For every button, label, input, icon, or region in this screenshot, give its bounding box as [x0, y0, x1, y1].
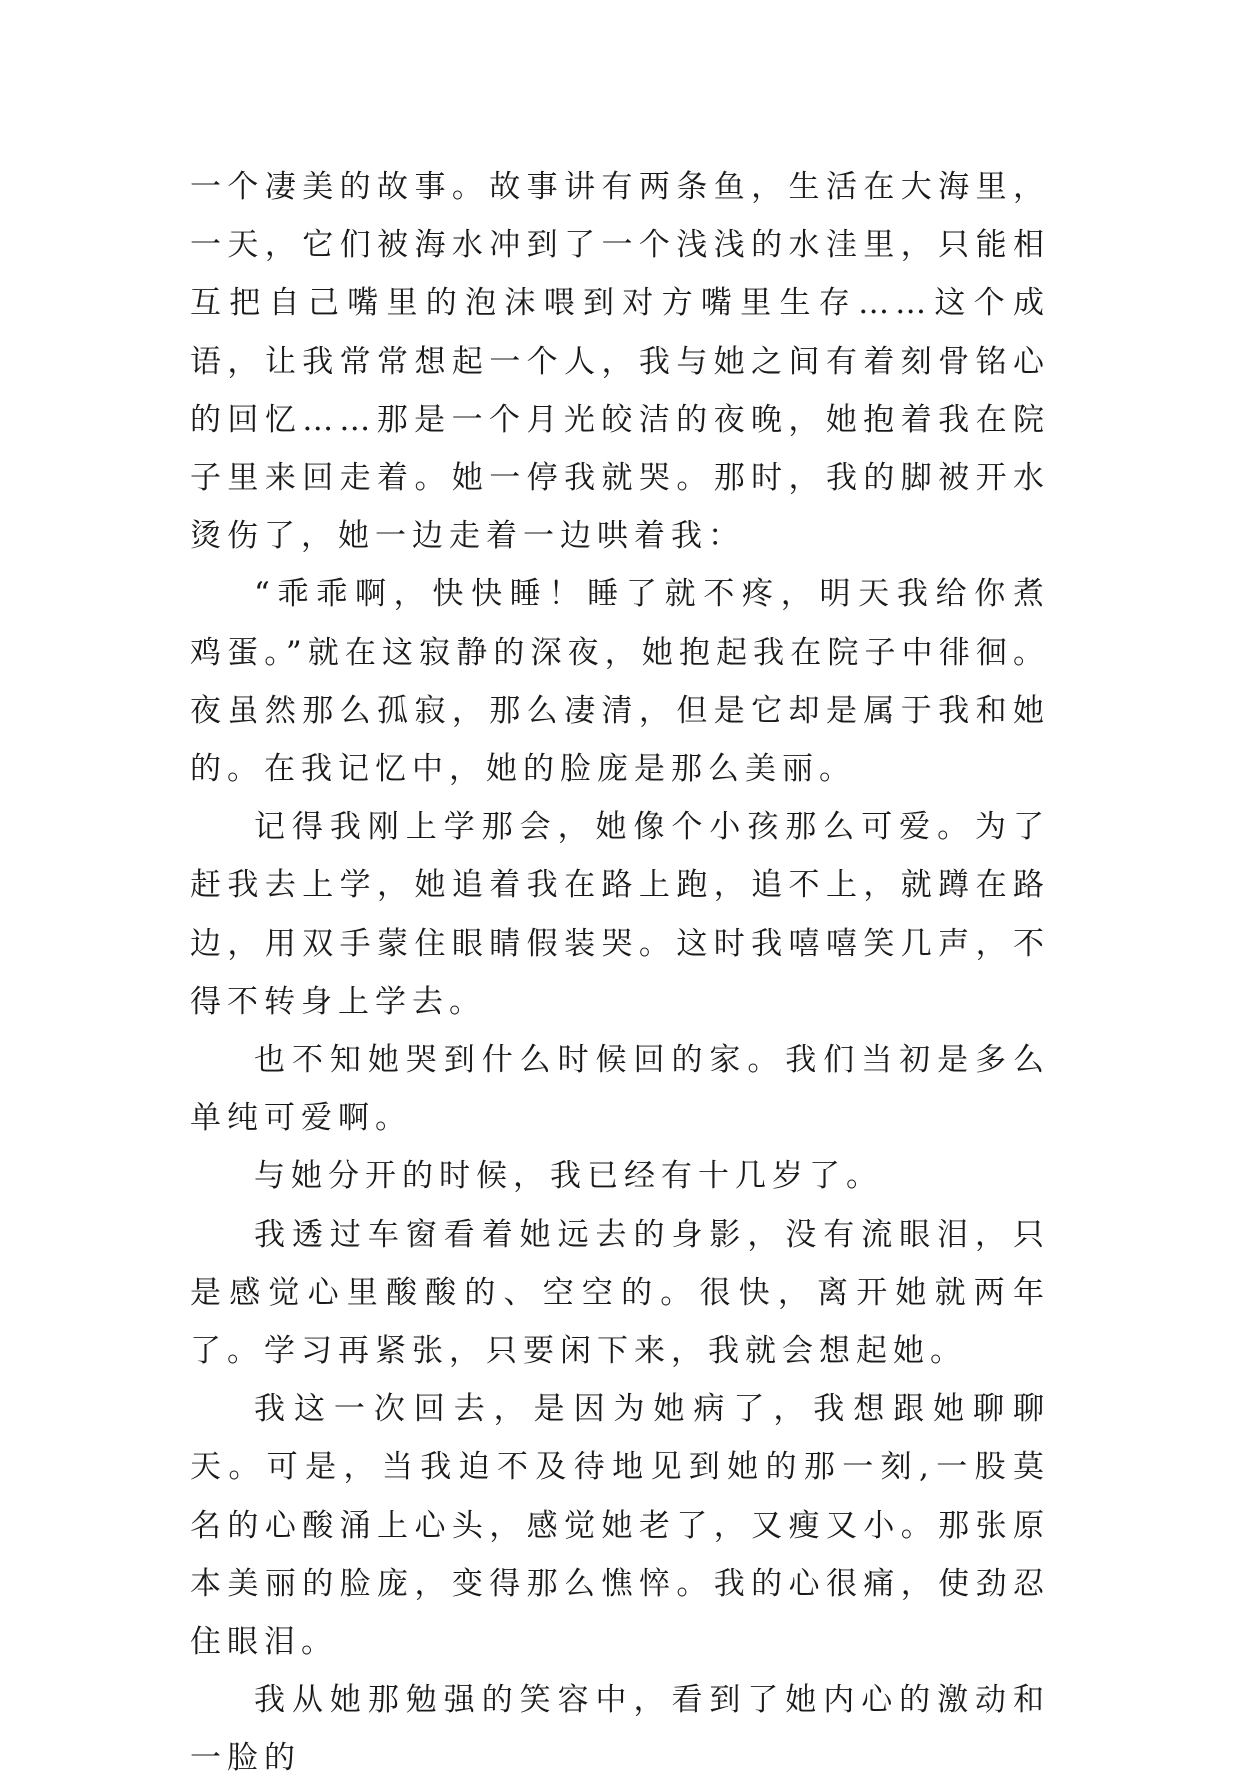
paragraph-4: 也不知她哭到什么时候回的家。我们当初是多么单纯可爱啊。 [190, 1042, 1050, 1137]
paragraph-6: 我透过车窗看着她远去的身影，没有流眼泪，只是感觉心里酸酸的、空空的。很快，离开她就两年了。学习再紧张，只要闲下来，我就会想起她。 [190, 1216, 1050, 1370]
document-body [190, 158, 1050, 1788]
paragraph-5: 与她分开的时候，我已经有十几岁了。 [254, 1158, 883, 1195]
paragraph-2: “乖乖啊，快快睡！睡了就不疼，明天我给你煮鸡蛋。”就在这寂静的深夜，她抱起我在院子中徘徊。夜虽然那么孤寂，那么凄清，但是它却是属于我和她的。在我记忆中，她的脸庞是那么美丽。 [190, 576, 1050, 788]
paragraph-1: 一个凄美的故事。故事讲有两条鱼，生活在大海里，一天，它们被海水冲到了一个浅浅的水洼里，只能相互把自己嘴里的泡沫喂到对方嘴里生存……这个成语，让我常常想起一个人，我与她之间有着刻骨铭心的回忆……那是一个月光皎洁的夜晚，她抱着我在院子里来回走着。她一停我就哭。那时，我的脚被开水烫伤了，她一边走着一边哄着我： [190, 169, 1050, 555]
paragraph-7: 我这一次回去，是因为她病了，我想跟她聊聊天。可是，当我迫不及待地见到她的那一刻,一股莫名的心酸涌上心头，感觉她老了，又瘦又小。那张原本美丽的脸庞，变得那么憔悴。我的心很痛，使劲忍住眼泪。 [190, 1391, 1050, 1661]
paragraph-3: 记得我刚上学那会，她像个小孩那么可爱。为了赶我去上学，她追着我在路上跑，追不上，就蹲在路边，用双手蒙住眼睛假装哭。这时我嘻嘻笑几声，不得不转身上学去。 [190, 809, 1050, 1020]
paragraph-8: 我从她那勉强的笑容中，看到了她内心的激动和一脸的 [190, 1682, 1050, 1777]
